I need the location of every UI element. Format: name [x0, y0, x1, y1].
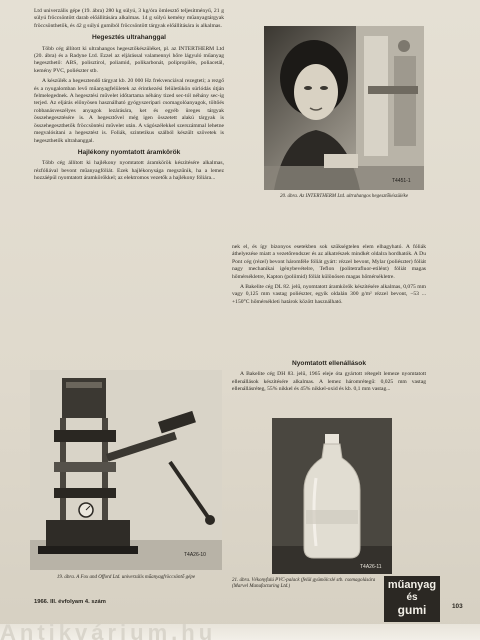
pvc-bottle-photo: [272, 418, 392, 574]
figure-19: [30, 370, 222, 596]
figure-20-code: T4451-1: [392, 178, 411, 184]
figure-20: [264, 26, 424, 244]
paragraph: Több cég állított ki ultrahangos hegesztőkészüléket, pl. az INTERTHERM Ltd (20. ábra) és a Radyne Ltd. Ezzel az eljárással valamennyi hőre lágyuló műanyag hegeszthető: ABS, polisztirol, poliamid, polikarbonát, polipropilén, poliacetál, kemény PVC, poliészter stb.: [34, 45, 224, 74]
operator-photo: [264, 26, 424, 190]
figure-19-caption: 19. ábra. A Fox and Offord Ltd. univerzális műanyagfröccsöntő gépe: [56, 575, 196, 580]
figure-19-code: T4A26-10: [184, 552, 206, 558]
paragraph: Több cég állított ki hajlékony nyomtatott áramkörök készítésére alkalmas, rézfóliával bevont műanyagfóliát. Ezek hajlékonysága megszűnik, ha a lemez hozzáépül nyomtatott áramkörökkel; az elektromos vezetők a hajlékony fóliára...: [34, 160, 224, 182]
paragraph: nek el, és így bizonyos esetekben sok szükségtelen elem elhagyható. A fóliák áthelyezése miatt a vezetőrendszer és az alkatrészek mindkét oldalra hordhatók. A Du Pont cég (rézel) bevont háromféle fóliát gyárt: rézzel bevont, Mylar (poliészter) fóliát nagy mechanikai igénybevételre, Teflon (politetrafluor-etilént) fóliát magas hőmérsékletre, Kapton (poliimid) fóliát különösen magas hőmérsékletre.: [232, 244, 426, 280]
left-column: [34, 8, 224, 296]
paragraph: A készülék a hegesztendő tárgyat kb. 20 000 Hz frekvenciával rezegteti; a rezgő és a nyugalomban levő műanyagfelületek az érintkezési felületükön súrlódás útján felmelegednek. A hegesztési művelet időtartama néhány tized sec-tól néhány sec-ig terjed. Az eljárás előnyösen használható gyógyszeripari csomagolóanyagok, töltőés robbanásveszélyes anyagok lezárására, ket és egyéb üreges tárgyak összehegesztésére is. A hegesztővel még igen összetett alakú tárgyak is összehegeszthetők fröccsöntési művelet után. A vágószélekkel szerszámmal lehetne megvalósítani a hegesztést is. Foliák, szintetikus szálból készült szövetek is hegeszthetők ultrahanggal.: [34, 78, 224, 144]
badge-line-2: és: [406, 592, 418, 603]
figure-21-code: T4A26-11: [360, 564, 382, 570]
heading-printed-resistors: Nyomtatott ellenállások: [291, 360, 366, 367]
right-column-lower: [232, 356, 426, 416]
journal-issue: 1966. III. évfolyam 4. szám: [34, 599, 106, 605]
intro-paragraph: Ltd univerzális gépe (19. ábra) 280 kg súlyú, 3 kg/óra ömlesztő teljesítményű, 21 g súlyú fröccsöntött darab előállítására alkalmas. 14 g súlyú kemény műanyagtárgyak fröccsönthetők, és 42 g súlyú gumiból fröccsöntött tárgyak előállítására is alkalmas.: [34, 8, 224, 29]
paragraph: A Bakelite cég DH 83. jelű, 1965 eleje óta gyártott rétegelt lemeze nyomtatott ellenállások készítésére alkalmas. A lemez háromrétegű: 0,025 mm vastag ellenállásréteg, 55% nikkel és 45% nikkel-oxid és kb. 0,1 mm vastag...: [232, 371, 426, 393]
heading-ultrasonic-welding: Hegesztés ultrahanggal: [91, 34, 166, 42]
figure-20-caption: 20. ábra. Az INTERTHERM Ltd. ultrahangos hegesztőkészüléke: [279, 194, 409, 199]
heading-flexible-circuits: Hajlékony nyomtatott áramkörök: [77, 148, 181, 156]
figure-21: [232, 418, 428, 598]
badge-line-1: műanyag: [387, 579, 437, 591]
page-number: 103: [452, 603, 463, 610]
right-column: [232, 244, 426, 356]
figure-21-caption: 21. ábra. Vékonyfalú PVC-palack (felül gyümölcslé stb. csomagolására (Marvel Manufacturing Ltd.): [232, 578, 376, 589]
moulding-machine-photo: [30, 370, 222, 570]
watermark-bleed: Antikvárium.hu: [0, 624, 480, 640]
paragraph: A Bakelite cég DL 82. jelű, nyomtatott áramkörök készítésére alkalmas, 0,075 mm vagy 0,125 mm vastag poliészter, egyik oldalán 300 g/m² rézzel bevont, −53 ... +150°C hőmérsékleti határok között használható.: [232, 284, 426, 305]
badge-line-3: gumi: [397, 603, 427, 617]
journal-badge: [384, 576, 440, 622]
